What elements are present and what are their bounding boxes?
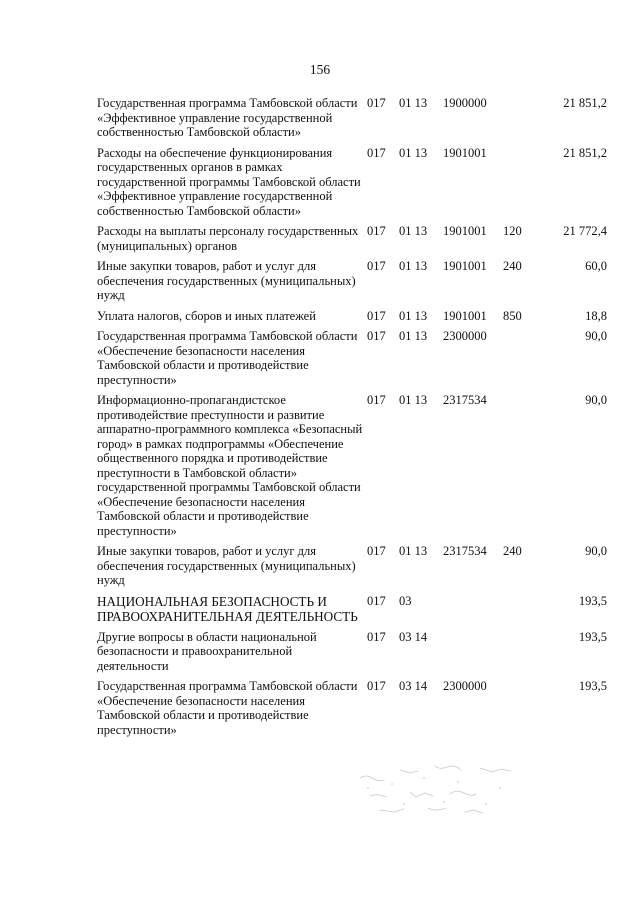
table-row	[97, 146, 607, 219]
row-kind-code	[503, 329, 533, 387]
row-sum: 21 772,4	[563, 224, 607, 238]
row-section-code: 01 13	[399, 308, 428, 323]
row-sum: 90,0	[585, 544, 607, 558]
row-dept-code: 017	[367, 308, 386, 323]
row-dept-code: 017	[367, 593, 386, 608]
row-article-code: 1901001	[443, 145, 487, 160]
row-name: Расходы на выплаты персоналу государственных (муниципальных) органов	[97, 224, 359, 253]
table-row	[97, 393, 607, 538]
row-dept-code: 017	[367, 329, 386, 343]
row-name: Иные закупки товаров, работ и услуг для обеспечения государственных (муниципальных) нужд	[97, 544, 356, 587]
row-kind-code	[503, 96, 533, 140]
row-dept-code: 017	[367, 259, 386, 273]
row-section-code: 01 13	[399, 259, 428, 273]
budget-table	[97, 96, 607, 743]
row-section-code: 01 13	[399, 544, 428, 558]
row-section-code: 01 13	[399, 96, 428, 110]
faint-stamp-mark	[340, 748, 540, 828]
row-name: Уплата налогов, сборов и иных платежей	[97, 308, 316, 323]
row-name: Другие вопросы в области национальной безопасности и правоохранительной деятельности	[97, 629, 317, 673]
row-kind-code: 240	[503, 259, 522, 273]
row-kind-code	[503, 630, 533, 674]
row-section-code: 03	[399, 593, 412, 608]
row-kind-code	[503, 679, 533, 737]
table-row	[97, 309, 607, 324]
row-kind-code: 240	[503, 544, 522, 558]
row-section-code: 01 13	[399, 393, 428, 407]
row-article-code: 1901001	[443, 224, 487, 238]
row-kind-code	[503, 594, 533, 624]
row-sum: 21 851,2	[563, 96, 607, 110]
row-section-code: 03 14	[399, 679, 428, 693]
table-row	[97, 679, 607, 737]
row-name: Иные закупки товаров, работ и услуг для обеспечения государственных (муниципальных) нужд	[97, 259, 356, 302]
row-sum: 193,5	[578, 629, 607, 644]
row-article-code: 1901001	[443, 308, 487, 323]
row-section-code: 01 13	[399, 145, 428, 160]
row-article-code: 1901001	[443, 259, 487, 273]
table-row	[97, 259, 607, 303]
table-row	[97, 630, 607, 674]
row-kind-code	[503, 393, 533, 538]
row-dept-code: 017	[367, 679, 386, 693]
row-article-code: 2300000	[443, 329, 487, 343]
row-sum: 90,0	[585, 393, 607, 407]
table-row	[97, 544, 607, 588]
row-kind-code: 850	[503, 308, 522, 323]
row-name: Государственная программа Тамбовской области «Обеспечение безопасности населения Тамбовской области и противодействие преступности»	[97, 679, 358, 737]
table-row	[97, 96, 607, 140]
row-section-code: 01 13	[399, 224, 428, 238]
row-dept-code: 017	[367, 629, 386, 644]
row-dept-code: 017	[367, 145, 386, 160]
row-section-code: 01 13	[399, 329, 428, 343]
row-article-code: 2317534	[443, 393, 487, 407]
row-section-code: 03 14	[399, 629, 428, 644]
row-article-code: 2300000	[443, 679, 487, 693]
row-dept-code: 017	[367, 393, 386, 407]
row-kind-code	[503, 146, 533, 219]
row-name: НАЦИОНАЛЬНАЯ БЕЗОПАСНОСТЬ И ПРАВООХРАНИТЕЛЬНАЯ ДЕЯТЕЛЬНОСТЬ	[97, 593, 358, 624]
row-article-code: 1900000	[443, 96, 487, 110]
table-row	[97, 329, 607, 387]
page-number: 156	[309, 62, 331, 77]
table-row	[97, 224, 607, 253]
row-name: Информационно-пропагандистское противодействие преступности и развитие аппаратно-программного комплекса «Безопасный город» в рамках подпрограммы «Обеспечение общественного порядка и противодействие преступности в Тамбовской области» государственной программы Тамбовской области «Обеспечение безопасности населения Тамбовской области и противодействие преступности»	[97, 393, 363, 538]
row-sum: 21 851,2	[563, 145, 607, 160]
table-row-section-heading	[97, 594, 607, 624]
row-sum: 193,5	[578, 679, 607, 693]
row-dept-code: 017	[367, 96, 386, 110]
row-name: Расходы на обеспечение функционирования государственных органов в рамках государственной программы Тамбовской области «Эффективное управление государственной собственностью Тамбовской области»	[97, 145, 361, 218]
row-article-code: 2317534	[443, 544, 487, 558]
row-sum: 18,8	[585, 308, 607, 323]
row-sum: 193,5	[578, 593, 607, 608]
row-name: Государственная программа Тамбовской области «Эффективное управление государственной собственностью Тамбовской области»	[97, 96, 358, 139]
row-article-code	[443, 594, 503, 624]
row-sum: 90,0	[585, 329, 607, 343]
row-sum: 60,0	[585, 259, 607, 273]
row-article-code	[443, 630, 503, 674]
row-dept-code: 017	[367, 544, 386, 558]
row-name: Государственная программа Тамбовской области «Обеспечение безопасности населения Тамбовской области и противодействие преступности»	[97, 329, 358, 387]
row-dept-code: 017	[367, 224, 386, 238]
row-kind-code: 120	[503, 224, 522, 238]
